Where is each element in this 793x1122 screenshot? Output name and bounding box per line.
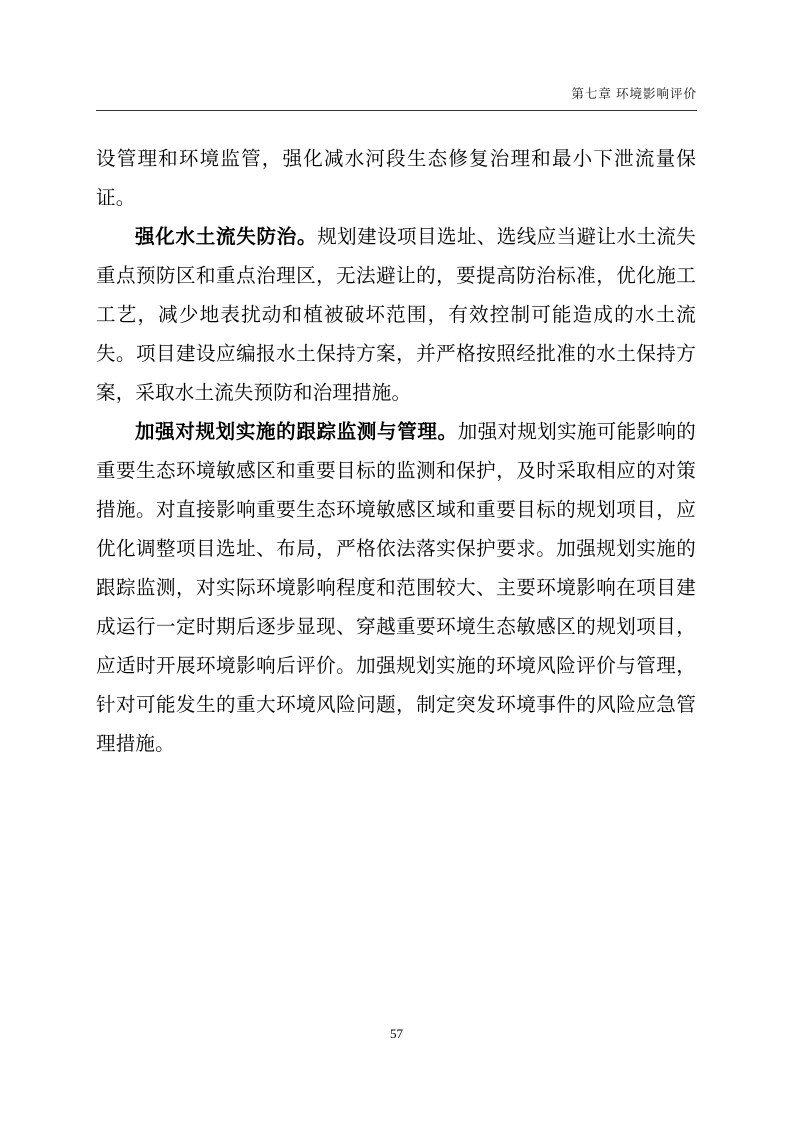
- header-divider: [96, 110, 697, 111]
- page-number: 57: [390, 1026, 403, 1041]
- paragraph-3-text: 加强对规划实施可能影响的重要生态环境敏感区和重要目标的监测和保护，及时采取相应的对策措施。对直接影响重要生态环境敏感区域和重要目标的规划项目，应优化调整项目选址、布局，严格依法落实保护要求。加强规划实施的跟踪监测，对实际环境影响程度和范围较大、主要环境影响在项目建成运行一定时期后逐步显现、穿越重要环境生态敏感区的规划项目，应适时开展环境影响后评价。加强规划实施的环境风险评价与管理，针对可能发生的重大环境风险问题，制定突发环境事件的风险应急管理措施。: [96, 422, 696, 755]
- header-chapter-title: 第七章 环境影响评价: [571, 87, 697, 101]
- paragraph-2-text: 规划建设项目选址、选线应当避让水土流失重点预防区和重点治理区，无法避让的，要提高防治标准，优化施工工艺，减少地表扰动和植被破坏范围，有效控制可能造成的水土流失。项目建设应编报水土保持方案，并严格按照经批准的水土保持方案，采取水土流失预防和治理措施。: [96, 227, 696, 404]
- paragraph-2-lead: 强化水土流失防治。: [135, 227, 318, 248]
- page-content: [96, 140, 696, 764]
- page-header: [96, 84, 697, 112]
- paragraph-1-text: 设管理和环境监管，强化减水河段生态修复治理和最小下泄流量保证。: [96, 149, 696, 209]
- paragraph-3-lead: 加强对规划实施的跟踪监测与管理。: [135, 422, 458, 443]
- paragraph-monitoring-management: [96, 413, 696, 764]
- paragraph-soil-erosion: [96, 218, 696, 413]
- paragraph-continuation: [96, 140, 696, 218]
- page-footer: [0, 1026, 793, 1042]
